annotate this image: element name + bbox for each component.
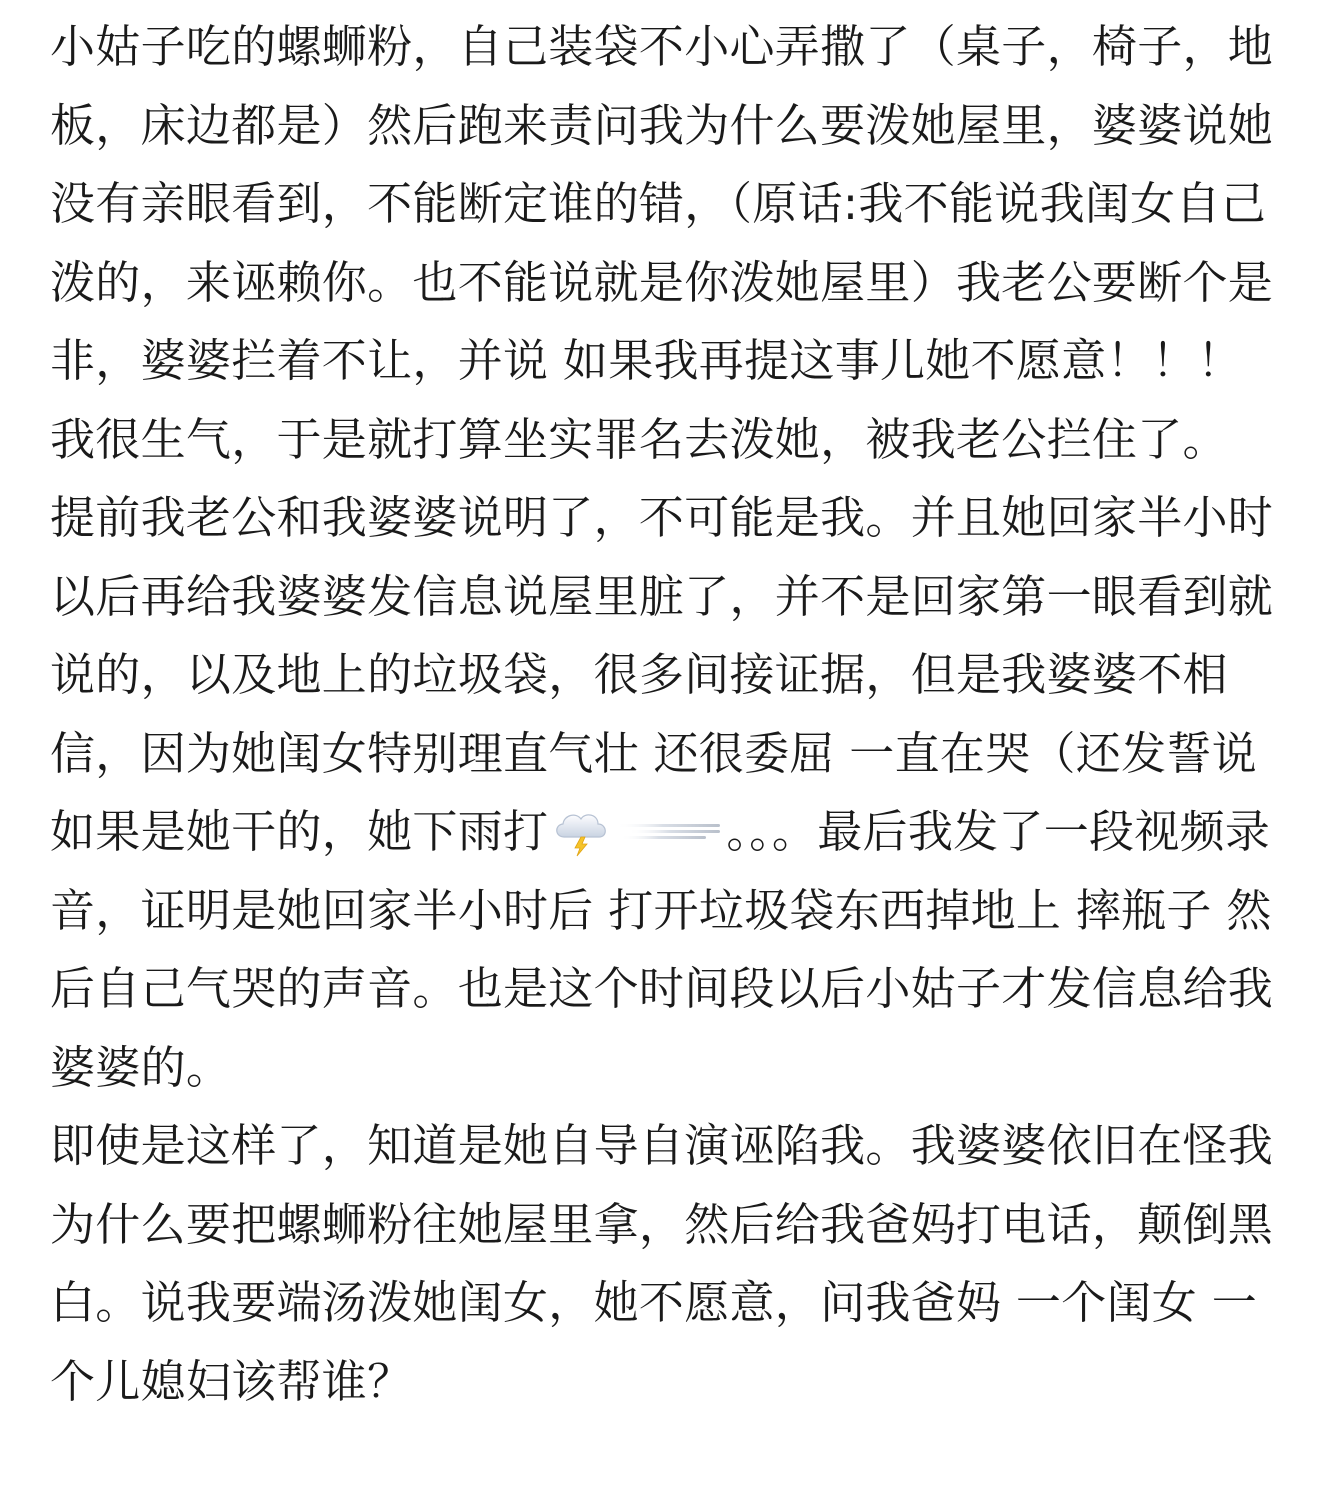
wind-gust-icon bbox=[614, 797, 724, 837]
thunder-cloud-icon bbox=[550, 803, 612, 853]
paragraph-2-text-before-emoji: 提前我老公和我婆婆说明了，不可能是我。并且她回家半小时以后再给我婆婆发信息说屋里脏了，并不是回家第一眼看到就说的，以及地上的垃圾袋，很多间接证据，但是我婆婆不相信，因为她闺女特别理直气壮 还很委屈 一直在哭（还发誓说 如果是她干的，她下雨打 bbox=[50, 491, 1274, 858]
paragraph-3: 即使是这样了，知道是她自导自演诬陷我。我婆婆依旧在怪我 为什么要把螺蛳粉往她屋里拿，然后给我爸妈打电话，颠倒黑白。说我要端汤泼她闺女，她不愿意，问我爸妈 一个闺女 一个儿媳妇该帮谁？ bbox=[50, 1119, 1274, 1408]
paragraph-2-text-after-emoji: 。。。最后我发了一段视频录音，证明是她回家半小时后 打开垃圾袋东西掉地上 摔瓶子 然后自己气哭的声音。也是这个时间段以后小姑子才发信息给我婆婆的。 bbox=[50, 805, 1274, 1094]
post-body bbox=[50, 8, 1290, 1421]
paragraph-1: 小姑子吃的螺蛳粉，自己装袋不小心弄撒了（桌子，椅子，地板，床边都是）然后跑来责问我为什么要泼她屋里，婆婆说她没有亲眼看到，不能断定谁的错，（原话:我不能说我闺女自己泼的，来诬赖你。也不能说就是你泼她屋里）我老公要断个是非，婆婆拦着不让，并说 如果我再提这事儿她不愿意！！！ 我很生气，于是就打算坐实罪名去泼她，被我老公拦住了。 bbox=[50, 20, 1274, 466]
paragraph-2 bbox=[50, 479, 1290, 1107]
